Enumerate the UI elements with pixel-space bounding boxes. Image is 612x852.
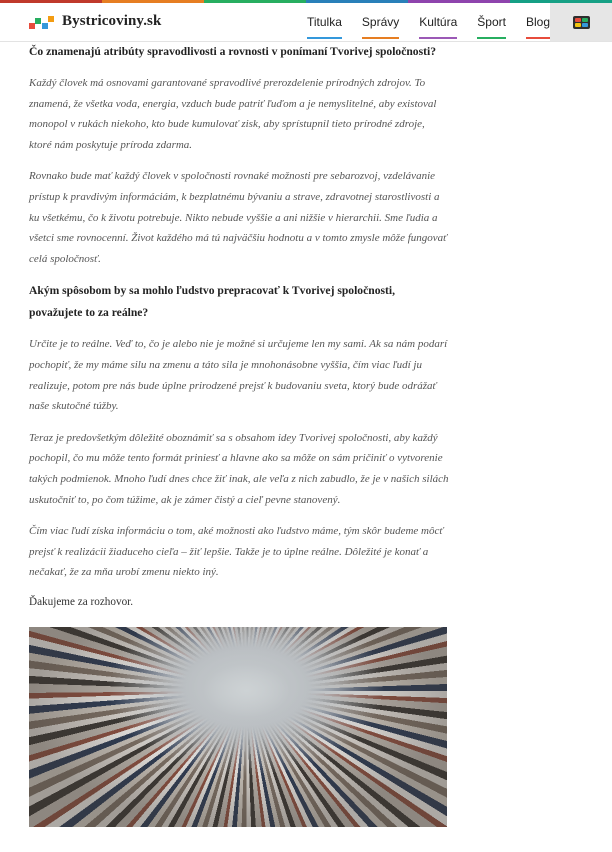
menu-grid-cell [575,18,581,22]
interview-answer: Čím viac ľudí získa informáciu o tom, aké možnosti ako ľudstvo máme, tým skôr budeme môcť prejsť k realizácii žiaduceho cieľa – žiť lepšie. Takže je to úplne reálne. Dôležité je konať a nečakať, že za mňa urobí zmenu niekto iný. [29,525,444,579]
main-nav [287,3,550,41]
nav-item-kultura[interactable]: Kultúra [419,3,457,41]
interview-question: Čo znamenajú atribúty spravodlivosti a rovnosti v ponímaní Tvorivej spoločnosti? [29,45,436,58]
nav-item-sport[interactable]: Šport [477,3,506,41]
site-name: Bystricoviny.sk [62,13,162,29]
interview-answer: Rovnako bude mať každý človek v spoločnosti rovnaké možnosti pre sebarozvoj, vzdelávanie prístup k pravdivým informáciám, k bezplatnému bývaniu a strave, zdravotnej starostlivosti a ku všetkému, čo k životu potrebuje. Nikto nebude vyššie a ani nižšie v hierarchii. Sme ľudia a všetci sme rovnocenní. Život každého má tú najväčšiu hodnotu a v tomto zmysle môže fungovať celá spoločnosť. [29,170,448,265]
article-body [29,41,449,827]
closing-thanks: Ďakujeme za rozhovor. [29,595,134,608]
nav-item-spravy[interactable]: Správy [362,3,399,41]
menu-grid-icon [573,16,590,29]
menu-grid-cell [575,23,581,27]
logo-square [42,23,48,29]
nav-item-titulka[interactable]: Titulka [307,3,342,41]
interview-answer: Teraz je predovšetkým dôležité oboznámiť sa s obsahom idey Tvorivej spoločnosti, aby každý pochopil, čo mu môže tento formát priniesť a hlavne ako sa môže on sám pričiniť o vytvorenie takých podmienok. Mnoho ľudí dnes chce žiť inak, ale veľa z nich zabudlo, že je v našich silách uskutočniť to, po čom túžime, ak je zámer čistý a cieľ pevne stanovený. [29,431,449,506]
menu-button[interactable] [550,3,612,41]
site-logo-link[interactable] [29,13,161,30]
interview-answer: Určite je to reálne. Veď to, čo je alebo nie je možné si určujeme len my sami. Ak sa nám podarí pochopiť, že my máme silu na zmenu a táto sila je mnohonásobne vyššia, čím viac ľudí ju realizuje, potom pre nás bude úplne prirodzené prejsť k budovaniu sveta, ktorý bude odrážať naše skutočné túžby. [29,338,448,413]
crowd-photo [29,627,447,827]
interview-answer: Každý človek má osnovami garantované spravodlivé prerozdelenie prírodných zdrojov. To znamená, že všetka voda, energia, vzduch bude patriť ľuďom a je nemyslitelné, aby existoval monopol v rukách niekoho, kto bude kumulovať zisk, aby sprístupnil tieto prírodné zdroje, ktoré nám poskytuje príroda zdarma. [29,77,437,151]
nav-item-blog[interactable]: Blog [526,3,550,41]
logo-square [48,16,54,22]
logo-squares-icon [29,14,56,30]
interview-question: Akým spôsobom by sa mohlo ľudstvo prepracovať k Tvorivej spoločnosti, považujete to za reálne? [29,284,395,320]
menu-grid-cell [582,23,588,27]
site-header [0,3,612,42]
logo-square [35,18,41,24]
menu-grid-cell [582,18,588,22]
